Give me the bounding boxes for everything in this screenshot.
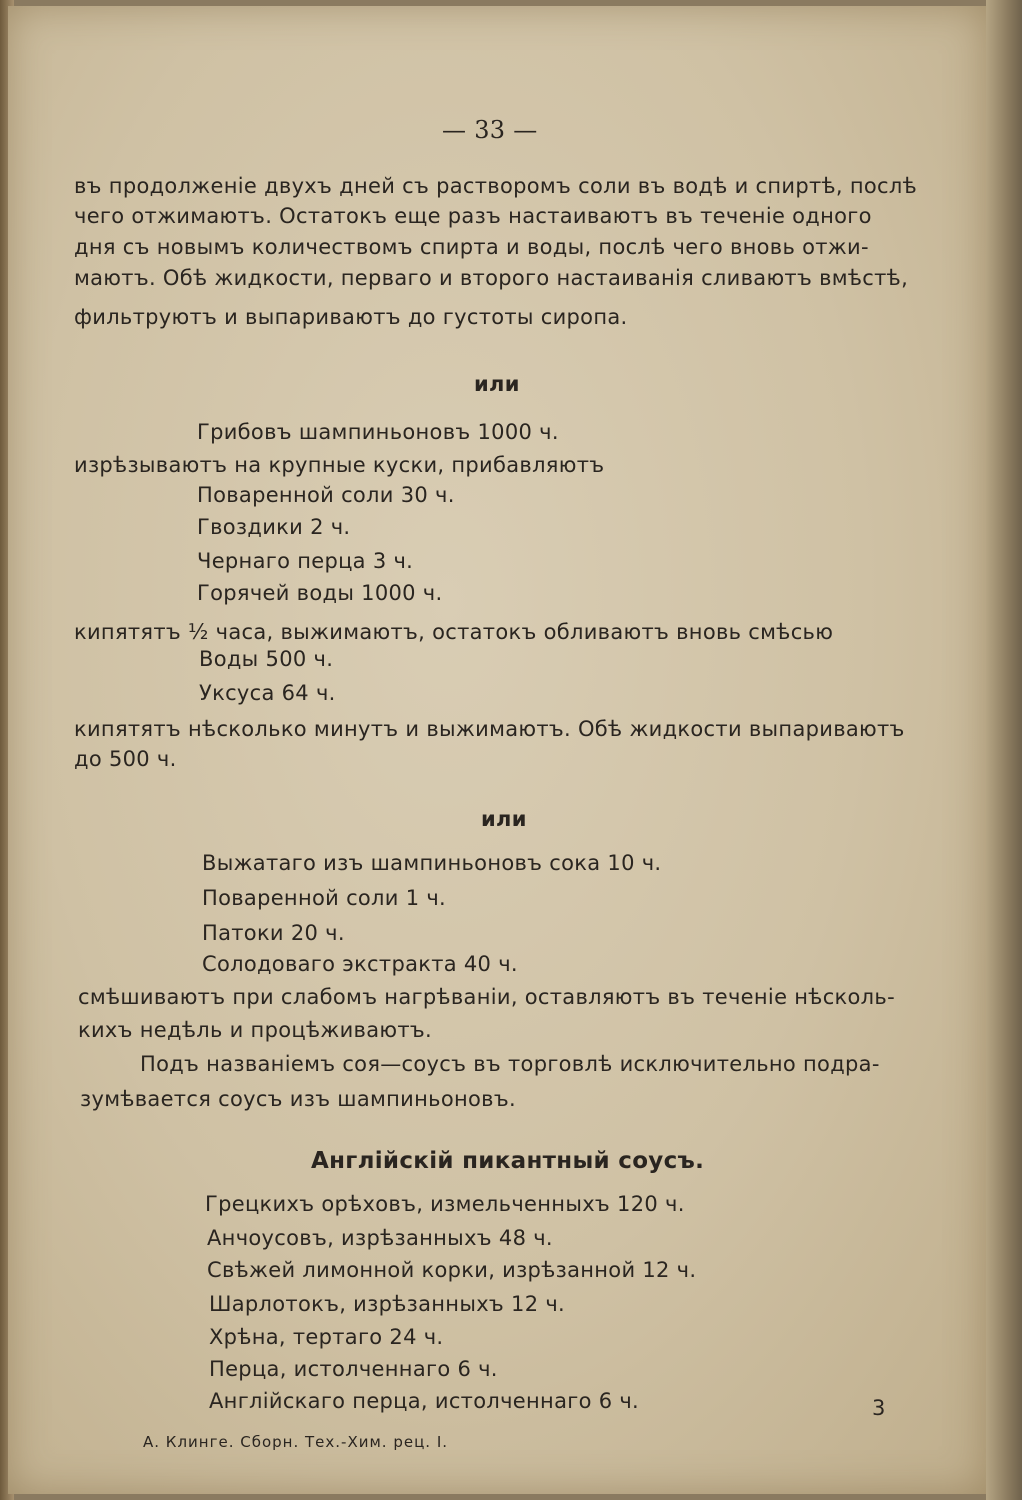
ingredient-line: Солодоваго экстракта 40 ч.: [202, 952, 518, 976]
ingredient-line: Горячей воды 1000 ч.: [197, 581, 443, 605]
instruction-line: кипятятъ нѣсколько минутъ и выжимаютъ. Обѣ жидкости выпариваютъ: [74, 717, 905, 741]
instruction-line: кипятятъ ½ часа, выжимаютъ, остатокъ обливаютъ вновь смѣсью: [74, 620, 834, 644]
intro-line-5: фильтруютъ и выпариваютъ до густоты сиропа.: [74, 305, 628, 329]
footer-imprint: А. Клинге. Сборн. Тех.-Хим. рец. I.: [143, 1433, 449, 1451]
ingredient-line: Хрѣна, тертаго 24 ч.: [209, 1325, 444, 1349]
ingredient-line: Перца, истолченнаго 6 ч.: [209, 1357, 498, 1381]
note-line-1: Подъ названіемъ соя—соусъ въ торговлѣ исключительно подра-: [140, 1052, 880, 1076]
ingredient-line: Англійскаго перца, истолченнаго 6 ч.: [209, 1389, 640, 1413]
ingredient-line: Гвоздики 2 ч.: [197, 515, 351, 539]
intro-line-1: въ продолженіе двухъ дней съ растворомъ соли въ водѣ и спиртѣ, послѣ: [74, 174, 918, 198]
section-heading: Англійскій пикантный соусъ.: [311, 1148, 705, 1174]
instruction-line: изрѣзываютъ на крупные куски, прибавляютъ: [74, 453, 605, 477]
section-or-1: или: [474, 372, 520, 396]
page-number: — 33 —: [442, 116, 538, 144]
ingredient-line: Грецкихъ орѣховъ, измельченныхъ 120 ч.: [205, 1192, 685, 1216]
ingredient-line: Патоки 20 ч.: [202, 921, 345, 945]
ingredient-line: Поваренной соли 30 ч.: [197, 483, 455, 507]
ingredient-line: Уксуса 64 ч.: [199, 681, 336, 705]
signature-mark: 3: [872, 1396, 886, 1420]
instruction-line: смѣшиваютъ при слабомъ нагрѣваніи, оставляютъ въ теченіе нѣсколь-: [78, 985, 895, 1009]
instruction-line: до 500 ч.: [74, 747, 177, 771]
ingredient-line: Анчоусовъ, изрѣзанныхъ 48 ч.: [207, 1226, 553, 1250]
ingredient-line: Выжатаго изъ шампиньоновъ сока 10 ч.: [202, 851, 662, 875]
instruction-line: кихъ недѣль и процѣживаютъ.: [78, 1018, 432, 1042]
intro-line-2: чего отжимаютъ. Остатокъ еще разъ настаиваютъ въ теченіе одного: [74, 204, 872, 228]
section-or-2: или: [481, 807, 527, 831]
intro-line-4: маютъ. Обѣ жидкости, перваго и второго настаиванія сливаютъ вмѣстѣ,: [74, 266, 909, 290]
ingredient-line: Поваренной соли 1 ч.: [202, 886, 447, 910]
ingredient-line: Шарлотокъ, изрѣзанныхъ 12 ч.: [209, 1292, 566, 1316]
ingredient-line: Воды 500 ч.: [199, 647, 334, 671]
ingredient-line: Грибовъ шампиньоновъ 1000 ч.: [197, 420, 559, 444]
ingredient-line: Чернаго перца 3 ч.: [197, 549, 414, 573]
page-edge: [986, 0, 1022, 1500]
note-line-2: зумѣвается соусъ изъ шампиньоновъ.: [80, 1087, 516, 1111]
ingredient-line: Свѣжей лимонной корки, изрѣзанной 12 ч.: [207, 1258, 697, 1282]
intro-line-3: дня съ новымъ количествомъ спирта и воды, послѣ чего вновь отжи-: [74, 235, 869, 259]
